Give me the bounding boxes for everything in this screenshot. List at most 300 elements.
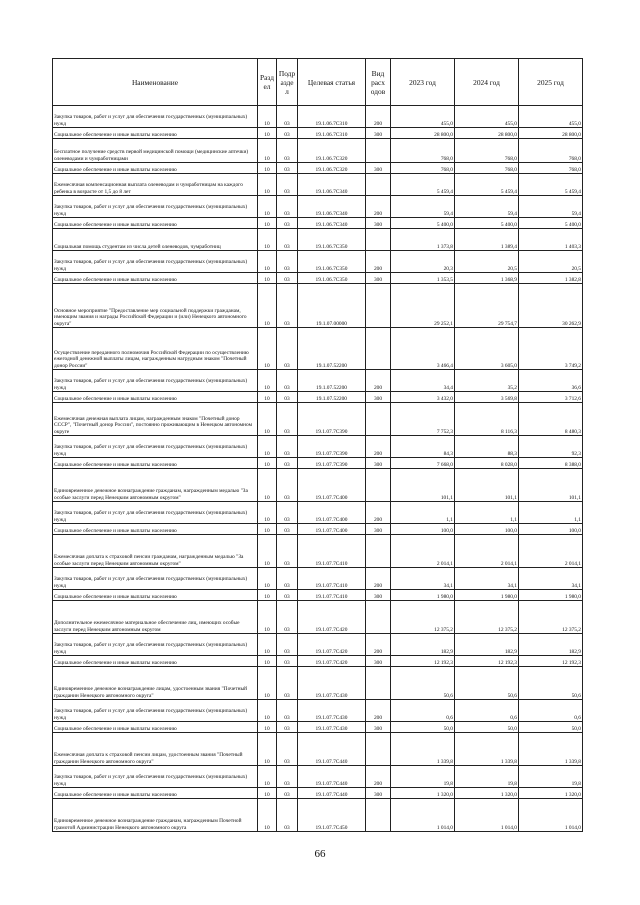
row-value-2025: 8 480,3 — [519, 403, 583, 436]
row-type — [366, 601, 391, 634]
table-row — [53, 392, 583, 403]
row-name: Закупка товаров, работ и услуг для обеспечения государственных (муниципальных) нужд — [53, 251, 258, 273]
table-row — [53, 128, 583, 139]
row-value-2023: 12 375,2 — [391, 601, 455, 634]
row-subsection: 03 — [277, 700, 298, 722]
row-value-2024: 1 980,0 — [455, 590, 519, 601]
row-value-2023: 59,4 — [391, 196, 455, 218]
row-type: 200 — [366, 251, 391, 273]
row-subsection: 03 — [277, 634, 298, 656]
row-value-2023: 3 466,4 — [391, 328, 455, 370]
row-value-2024: 3 569,8 — [455, 392, 519, 403]
row-article: 19.1.07.7С430 — [298, 722, 366, 733]
row-section: 10 — [258, 733, 277, 766]
row-article: 19.1.07.7С400 — [298, 524, 366, 535]
row-section: 10 — [258, 667, 277, 700]
row-type: 300 — [366, 458, 391, 469]
row-name: Социальное обеспечение и иные выплаты населению — [53, 273, 258, 284]
row-value-2023: 28 800,0 — [391, 128, 455, 139]
row-value-2024: 12 192,3 — [455, 656, 519, 667]
row-value-2024: 100,0 — [455, 524, 519, 535]
row-article: 19.1.07.7С410 — [298, 590, 366, 601]
row-value-2023: 7 668,0 — [391, 458, 455, 469]
table-row — [53, 174, 583, 196]
row-value-2024: 88,3 — [455, 436, 519, 458]
row-subsection: 03 — [277, 524, 298, 535]
row-value-2025: 1 339,8 — [519, 733, 583, 766]
table-row — [53, 163, 583, 174]
row-subsection: 03 — [277, 656, 298, 667]
row-value-2025: 1 980,0 — [519, 590, 583, 601]
row-subsection: 03 — [277, 535, 298, 568]
row-section: 10 — [258, 163, 277, 174]
row-section: 10 — [258, 788, 277, 799]
row-article: 19.1.07.7С430 — [298, 667, 366, 700]
row-type: 300 — [366, 524, 391, 535]
table-row — [53, 502, 583, 524]
row-value-2023: 29 252,1 — [391, 284, 455, 328]
row-type — [366, 799, 391, 832]
row-type: 200 — [366, 700, 391, 722]
row-section: 10 — [258, 436, 277, 458]
row-subsection: 03 — [277, 766, 298, 788]
row-article: 19.1.07.00000 — [298, 284, 366, 328]
table-header-row — [53, 59, 583, 106]
row-name: Социальное обеспечение и иные выплаты населению — [53, 656, 258, 667]
row-type: 300 — [366, 128, 391, 139]
header-type: Вид расх одов — [366, 59, 391, 106]
row-value-2025: 20,5 — [519, 251, 583, 273]
row-type: 300 — [366, 656, 391, 667]
row-article: 19.1.06.7С310 — [298, 106, 366, 128]
row-value-2025: 12 375,2 — [519, 601, 583, 634]
row-article: 19.1.07.7С400 — [298, 502, 366, 524]
row-value-2024: 1 368,9 — [455, 273, 519, 284]
table-row — [53, 656, 583, 667]
row-value-2024: 19,8 — [455, 766, 519, 788]
row-value-2023: 7 752,3 — [391, 403, 455, 436]
row-value-2023: 1,1 — [391, 502, 455, 524]
row-type — [366, 328, 391, 370]
page-number: 66 — [314, 848, 326, 860]
row-subsection: 03 — [277, 403, 298, 436]
row-value-2023: 768,0 — [391, 163, 455, 174]
row-article: 19.1.06.7С350 — [298, 229, 366, 251]
row-value-2024: 29 754,7 — [455, 284, 519, 328]
row-value-2023: 1 339,8 — [391, 733, 455, 766]
row-value-2025: 5 400,0 — [519, 218, 583, 229]
table-row — [53, 722, 583, 733]
table-row — [53, 535, 583, 568]
row-name: Ежемесячная доплата к страховой пенсии гражданам, награжденным медалью "За особые заслуги перед Ненецким автономным округом" — [53, 535, 258, 568]
row-value-2024: 12 375,2 — [455, 601, 519, 634]
row-value-2025: 50,0 — [519, 722, 583, 733]
row-article: 19.1.06.7С350 — [298, 273, 366, 284]
row-subsection: 03 — [277, 601, 298, 634]
row-subsection: 03 — [277, 229, 298, 251]
row-value-2023: 3 432,0 — [391, 392, 455, 403]
row-name: Социальная помощь студентам из числа детей оленеводов, чумработниц — [53, 229, 258, 251]
row-value-2023: 19,8 — [391, 766, 455, 788]
row-section: 10 — [258, 634, 277, 656]
row-name: Социальное обеспечение и иные выплаты населению — [53, 458, 258, 469]
row-value-2024: 50,6 — [455, 667, 519, 700]
table-row — [53, 196, 583, 218]
row-name: Ежемесячная доплата к страховой пенсии лицам, удостоенным звания "Почетный гражданин Ненецкого автономного округа" — [53, 733, 258, 766]
row-value-2025: 36,6 — [519, 370, 583, 392]
row-value-2024: 768,0 — [455, 163, 519, 174]
row-name: Закупка товаров, работ и услуг для обеспечения государственных (муниципальных) нужд — [53, 568, 258, 590]
row-value-2024: 1 320,0 — [455, 788, 519, 799]
row-value-2024: 2 014,1 — [455, 535, 519, 568]
row-value-2023: 1 320,0 — [391, 788, 455, 799]
row-subsection: 03 — [277, 788, 298, 799]
row-subsection: 03 — [277, 328, 298, 370]
table-row — [53, 601, 583, 634]
row-subsection: 03 — [277, 733, 298, 766]
header-subsection: Подр азде л — [277, 59, 298, 106]
row-value-2025: 30 262,9 — [519, 284, 583, 328]
row-value-2024: 50,0 — [455, 722, 519, 733]
row-value-2023: 5 459,4 — [391, 174, 455, 196]
row-value-2025: 101,1 — [519, 469, 583, 502]
row-value-2025: 768,0 — [519, 163, 583, 174]
row-subsection: 03 — [277, 163, 298, 174]
row-type: 200 — [366, 106, 391, 128]
row-name: Социальное обеспечение и иные выплаты населению — [53, 590, 258, 601]
row-section: 10 — [258, 469, 277, 502]
row-name: Социальное обеспечение и иные выплаты населению — [53, 218, 258, 229]
row-value-2025: 1,1 — [519, 502, 583, 524]
row-value-2023: 101,1 — [391, 469, 455, 502]
row-value-2025: 768,0 — [519, 139, 583, 163]
row-type — [366, 174, 391, 196]
row-article: 19.1.07.7С430 — [298, 700, 366, 722]
row-value-2025: 1 382,8 — [519, 273, 583, 284]
row-type — [366, 469, 391, 502]
row-value-2025: 100,0 — [519, 524, 583, 535]
row-article: 19.1.07.7С420 — [298, 601, 366, 634]
table-row — [53, 106, 583, 128]
row-name: Закупка товаров, работ и услуг для обеспечения государственных (муниципальных) нужд — [53, 700, 258, 722]
table-row — [53, 251, 583, 273]
row-section: 10 — [258, 106, 277, 128]
row-subsection: 03 — [277, 590, 298, 601]
row-section: 10 — [258, 251, 277, 273]
row-value-2025: 12 192,3 — [519, 656, 583, 667]
row-section: 10 — [258, 524, 277, 535]
row-section: 10 — [258, 273, 277, 284]
row-value-2024: 182,9 — [455, 634, 519, 656]
row-article: 19.1.07.7С410 — [298, 535, 366, 568]
row-subsection: 03 — [277, 218, 298, 229]
table-row — [53, 284, 583, 328]
row-section: 10 — [258, 656, 277, 667]
row-article: 19.1.06.7С320 — [298, 163, 366, 174]
row-article: 19.1.06.7С340 — [298, 218, 366, 229]
table-row — [53, 634, 583, 656]
row-section: 10 — [258, 328, 277, 370]
row-article: 19.1.07.7С420 — [298, 634, 366, 656]
table-row — [53, 139, 583, 163]
row-value-2023: 768,0 — [391, 139, 455, 163]
table-row — [53, 469, 583, 502]
header-2025: 2025 год — [519, 59, 583, 106]
row-value-2025: 3 749,2 — [519, 328, 583, 370]
row-article: 19.1.07.7С440 — [298, 766, 366, 788]
table-row — [53, 700, 583, 722]
header-2024: 2024 год — [455, 59, 519, 106]
row-section: 10 — [258, 700, 277, 722]
row-article: 19.1.07.7С450 — [298, 799, 366, 832]
row-type — [366, 284, 391, 328]
row-value-2025: 34,1 — [519, 568, 583, 590]
row-value-2025: 59,4 — [519, 196, 583, 218]
row-value-2024: 1 389,4 — [455, 229, 519, 251]
row-value-2024: 5 459,4 — [455, 174, 519, 196]
table-row — [53, 328, 583, 370]
row-section: 10 — [258, 458, 277, 469]
row-article: 19.1.06.7С310 — [298, 128, 366, 139]
row-type: 200 — [366, 196, 391, 218]
row-name: Бесплатное получение средств первой медицинской помощи (медицинские аптечки) оленеводами и чумработницами — [53, 139, 258, 163]
row-name: Социальное обеспечение и иные выплаты населению — [53, 722, 258, 733]
table-row — [53, 590, 583, 601]
row-article: 19.1.07.7С390 — [298, 403, 366, 436]
row-name: Закупка товаров, работ и услуг для обеспечения государственных (муниципальных) нужд — [53, 502, 258, 524]
row-subsection: 03 — [277, 799, 298, 832]
row-article: 19.1.07.52200 — [298, 392, 366, 403]
row-name: Основное мероприятие "Предоставление мер социальной поддержки гражданам, имеющим звания и награды Российской Федерации и (или) Ненецкого автономного округа" — [53, 284, 258, 328]
row-value-2023: 1 980,0 — [391, 590, 455, 601]
row-section: 10 — [258, 535, 277, 568]
row-subsection: 03 — [277, 273, 298, 284]
row-value-2023: 100,0 — [391, 524, 455, 535]
row-article: 19.1.07.7С440 — [298, 788, 366, 799]
row-name: Ежемесячная компенсационная выплата оленеводам и чумработницам на каждого ребенка в возрасте от 1,5 до 8 лет — [53, 174, 258, 196]
row-type: 200 — [366, 436, 391, 458]
row-subsection: 03 — [277, 392, 298, 403]
row-value-2024: 0,6 — [455, 700, 519, 722]
row-subsection: 03 — [277, 469, 298, 502]
row-value-2025: 455,0 — [519, 106, 583, 128]
row-article: 19.1.07.7С440 — [298, 733, 366, 766]
table-row — [53, 436, 583, 458]
row-value-2024: 8 116,3 — [455, 403, 519, 436]
row-section: 10 — [258, 403, 277, 436]
row-value-2025: 8 388,0 — [519, 458, 583, 469]
row-name: Закупка товаров, работ и услуг для обеспечения государственных (муниципальных) нужд — [53, 436, 258, 458]
row-section: 10 — [258, 218, 277, 229]
row-section: 10 — [258, 568, 277, 590]
row-value-2024: 768,0 — [455, 139, 519, 163]
row-name: Социальное обеспечение и иные выплаты населению — [53, 163, 258, 174]
row-value-2024: 1 014,0 — [455, 799, 519, 832]
row-article: 19.1.06.7С340 — [298, 196, 366, 218]
row-type: 300 — [366, 218, 391, 229]
row-section: 10 — [258, 722, 277, 733]
row-value-2023: 50,0 — [391, 722, 455, 733]
row-section: 10 — [258, 766, 277, 788]
row-article: 19.1.07.7С410 — [298, 568, 366, 590]
row-value-2023: 1 373,8 — [391, 229, 455, 251]
row-type: 200 — [366, 766, 391, 788]
table-row — [53, 524, 583, 535]
row-type: 200 — [366, 370, 391, 392]
row-value-2023: 1 353,5 — [391, 273, 455, 284]
row-subsection: 03 — [277, 436, 298, 458]
row-name: Закупка товаров, работ и услуг для обеспечения государственных (муниципальных) нужд — [53, 196, 258, 218]
row-value-2023: 12 192,3 — [391, 656, 455, 667]
row-value-2024: 28 800,0 — [455, 128, 519, 139]
row-section: 10 — [258, 284, 277, 328]
row-name: Закупка товаров, работ и услуг для обеспечения государственных (муниципальных) нужд — [53, 370, 258, 392]
row-subsection: 03 — [277, 174, 298, 196]
row-name: Закупка товаров, работ и услуг для обеспечения государственных (муниципальных) нужд — [53, 766, 258, 788]
header-name: Наименование — [53, 59, 258, 106]
row-value-2023: 34,4 — [391, 370, 455, 392]
table-row — [53, 733, 583, 766]
row-subsection: 03 — [277, 284, 298, 328]
row-type: 300 — [366, 163, 391, 174]
row-name: Дополнительное ежемесячное материальное обеспечение лиц, имеющих особые заслуги перед Ненецким автономным округом — [53, 601, 258, 634]
row-type: 300 — [366, 788, 391, 799]
row-name: Социальное обеспечение и иные выплаты населению — [53, 392, 258, 403]
row-subsection: 03 — [277, 370, 298, 392]
row-type: 300 — [366, 590, 391, 601]
row-section: 10 — [258, 229, 277, 251]
row-value-2024: 5 400,0 — [455, 218, 519, 229]
row-value-2024: 34,1 — [455, 568, 519, 590]
row-article: 19.1.06.7С350 — [298, 251, 366, 273]
row-subsection: 03 — [277, 667, 298, 700]
row-value-2024: 1,1 — [455, 502, 519, 524]
row-subsection: 03 — [277, 568, 298, 590]
table-row — [53, 403, 583, 436]
row-value-2023: 34,1 — [391, 568, 455, 590]
row-section: 10 — [258, 601, 277, 634]
budget-table — [52, 58, 583, 832]
table-row — [53, 799, 583, 832]
row-value-2025: 182,9 — [519, 634, 583, 656]
row-name: Закупка товаров, работ и услуг для обеспечения государственных (муниципальных) нужд — [53, 634, 258, 656]
row-subsection: 03 — [277, 458, 298, 469]
row-section: 10 — [258, 196, 277, 218]
row-value-2025: 1 320,0 — [519, 788, 583, 799]
row-name: Ежемесячная денежная выплата лицам, награжденным знаком "Почетный донор СССР", "Почетный донор России", постоянно проживающим в Ненецком автономном округе — [53, 403, 258, 436]
row-type — [366, 403, 391, 436]
row-value-2023: 0,6 — [391, 700, 455, 722]
row-subsection: 03 — [277, 128, 298, 139]
table-row — [53, 788, 583, 799]
row-name: Социальное обеспечение и иные выплаты населению — [53, 788, 258, 799]
row-value-2024: 59,4 — [455, 196, 519, 218]
row-value-2025: 2 014,1 — [519, 535, 583, 568]
table-row — [53, 218, 583, 229]
row-name: Единовременное денежное вознаграждение лицам, удостоенным звания "Почетный гражданин Ненецкого автономного округа" — [53, 667, 258, 700]
table-row — [53, 229, 583, 251]
row-article: 19.1.07.7С420 — [298, 656, 366, 667]
row-type — [366, 667, 391, 700]
row-value-2023: 50,6 — [391, 667, 455, 700]
row-value-2023: 2 014,1 — [391, 535, 455, 568]
row-value-2025: 5 459,4 — [519, 174, 583, 196]
row-section: 10 — [258, 370, 277, 392]
row-section: 10 — [258, 128, 277, 139]
table-row — [53, 273, 583, 284]
row-value-2023: 84,3 — [391, 436, 455, 458]
header-section: Разд ел — [258, 59, 277, 106]
row-value-2023: 1 014,0 — [391, 799, 455, 832]
row-type — [366, 733, 391, 766]
table-row — [53, 458, 583, 469]
row-value-2025: 3 712,6 — [519, 392, 583, 403]
row-type: 300 — [366, 392, 391, 403]
row-value-2025: 92,3 — [519, 436, 583, 458]
row-type: 300 — [366, 273, 391, 284]
row-section: 10 — [258, 139, 277, 163]
row-name: Социальное обеспечение и иные выплаты населению — [53, 128, 258, 139]
row-type — [366, 139, 391, 163]
row-subsection: 03 — [277, 722, 298, 733]
row-value-2025: 1 403,3 — [519, 229, 583, 251]
row-value-2023: 20,3 — [391, 251, 455, 273]
row-name: Единовременное денежное вознаграждение гражданам, награжденным медалью "За особые заслуги перед Ненецким автономным округом" — [53, 469, 258, 502]
table-row — [53, 370, 583, 392]
row-value-2023: 455,0 — [391, 106, 455, 128]
row-type — [366, 229, 391, 251]
row-section: 10 — [258, 174, 277, 196]
table-row — [53, 667, 583, 700]
row-value-2024: 455,0 — [455, 106, 519, 128]
row-name: Единовременное денежное вознаграждение гражданам, награжденным Почетной грамотой Администрации Ненецкого автономного округа — [53, 799, 258, 832]
row-value-2024: 3 605,0 — [455, 328, 519, 370]
row-article: 19.1.06.7С340 — [298, 174, 366, 196]
row-value-2024: 35,2 — [455, 370, 519, 392]
row-name: Закупка товаров, работ и услуг для обеспечения государственных (муниципальных) нужд — [53, 106, 258, 128]
table-row — [53, 766, 583, 788]
row-article: 19.1.07.7С390 — [298, 436, 366, 458]
row-section: 10 — [258, 502, 277, 524]
row-article: 19.1.07.52200 — [298, 328, 366, 370]
row-section: 10 — [258, 590, 277, 601]
row-type: 200 — [366, 568, 391, 590]
row-value-2024: 1 339,8 — [455, 733, 519, 766]
row-value-2025: 19,8 — [519, 766, 583, 788]
row-type: 300 — [366, 722, 391, 733]
row-subsection: 03 — [277, 502, 298, 524]
row-value-2023: 182,9 — [391, 634, 455, 656]
row-value-2025: 28 800,0 — [519, 128, 583, 139]
row-section: 10 — [258, 392, 277, 403]
table-row — [53, 568, 583, 590]
row-subsection: 03 — [277, 139, 298, 163]
row-value-2024: 8 028,0 — [455, 458, 519, 469]
row-value-2025: 1 014,0 — [519, 799, 583, 832]
row-value-2025: 50,6 — [519, 667, 583, 700]
row-value-2023: 5 400,0 — [391, 218, 455, 229]
header-2023: 2023 год — [391, 59, 455, 106]
header-article: Целевая статья — [298, 59, 366, 106]
row-article: 19.1.07.52200 — [298, 370, 366, 392]
row-article: 19.1.07.7С400 — [298, 469, 366, 502]
row-type: 200 — [366, 502, 391, 524]
row-value-2024: 101,1 — [455, 469, 519, 502]
row-name: Социальное обеспечение и иные выплаты населению — [53, 524, 258, 535]
row-subsection: 03 — [277, 251, 298, 273]
row-section: 10 — [258, 799, 277, 832]
row-value-2024: 20,5 — [455, 251, 519, 273]
